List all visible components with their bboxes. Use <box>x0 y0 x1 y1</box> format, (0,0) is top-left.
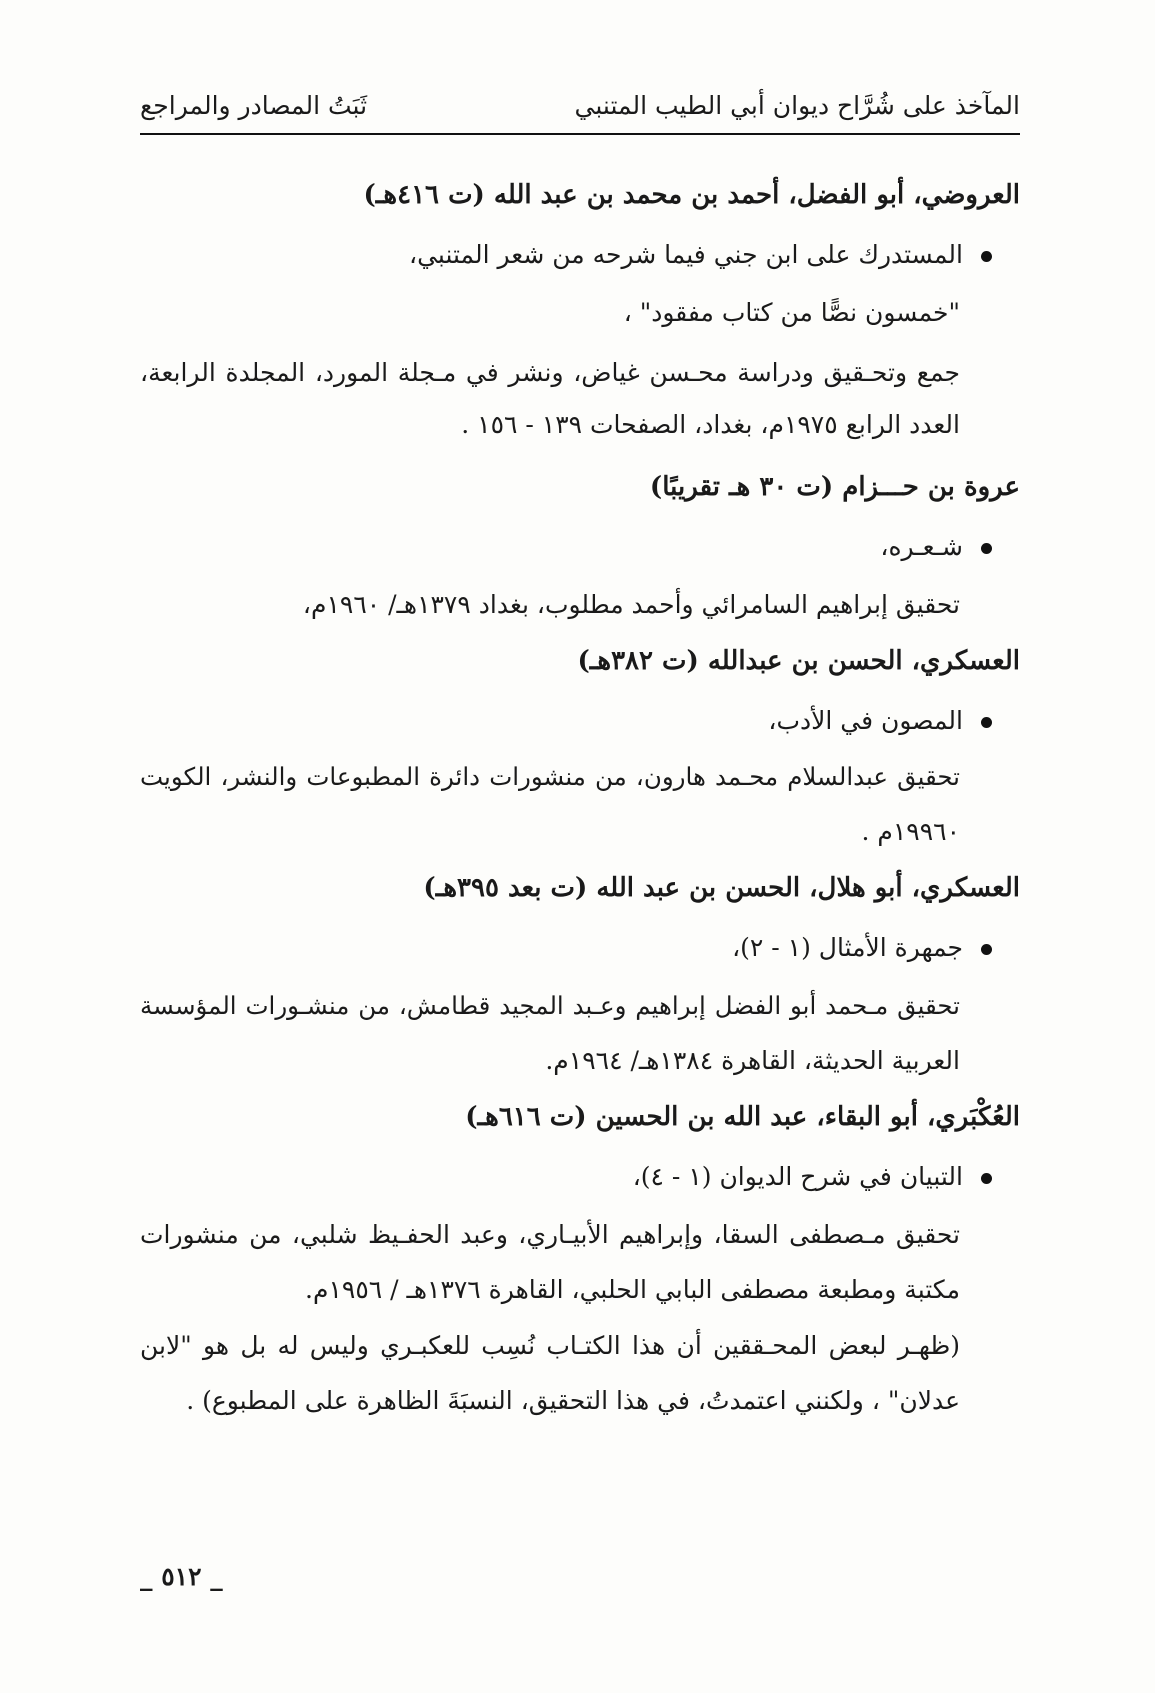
entry-details-line: جمع وتحـقيق ودراسة محـسن غياض، ونشر في مـجلة المورد، المجلدة الرابعة، <box>140 358 960 387</box>
entry-title: شـعـره، <box>880 532 963 561</box>
entry-details-line: العدد الرابع ١٩٧٥م، بغداد، الصفحات ١٣٩ - ١٥٦ . <box>461 410 960 439</box>
entry-details-line: مكتبة ومطبعة مصطفى البابي الحلبي، القاهرة ١٣٧٦هـ / ١٩٥٦م. <box>305 1275 960 1304</box>
entry-note-line: عدلان" ، ولكنني اعتمدتُ، في هذا التحقيق، النسبَةَ الظاهرة على المطبوع) . <box>186 1386 960 1415</box>
entry-title-row <box>732 928 992 968</box>
header-divider <box>140 133 1020 135</box>
entry-details-line: تحقيق مـحمد أبو الفضل إبراهيم وعـبد المجيد قطامش، من منشـورات المؤسسة <box>140 991 960 1020</box>
entry-title: المستدرك على ابن جني فيما شرحه من شعر المتنبي، <box>409 240 963 269</box>
bullet-icon <box>981 717 992 728</box>
entry-title: المصون في الأدب، <box>768 706 963 735</box>
entry-title: التبيان في شرح الديوان (١ - ٤)، <box>632 1162 963 1191</box>
entry-subtitle: "خمسون نصًّا من كتاب مفقود" ، <box>623 298 960 327</box>
running-header <box>140 85 1020 133</box>
page-number: _ ٥١٢ _ <box>140 1562 223 1591</box>
entry-details-line: تحقيق مـصطفى السقا، وإبراهيم الأبيـاري، وعبد الحفـيظ شلبي، من منشورات <box>140 1220 960 1249</box>
bullet-icon <box>981 251 992 262</box>
entry-heading: العسكري، الحسن بن عبدالله (ت ٣٨٢هـ) <box>577 646 1020 676</box>
entry-details-line: العربية الحديثة، القاهرة ١٣٨٤هـ/ ١٩٦٤م. <box>545 1046 960 1075</box>
entry-title-row <box>768 701 992 741</box>
bullet-icon <box>981 543 992 554</box>
entry-title-row <box>633 1157 992 1197</box>
section-title: ثَبَتُ المصادر والمراجع <box>140 91 368 120</box>
entry-title-row <box>409 235 992 275</box>
entry-details-line: ١٩٩٦٠م . <box>861 817 960 846</box>
entry-heading: عروة بن حـــزام (ت ٣٠ هـ تقريبًا) <box>649 472 1020 502</box>
bullet-icon <box>981 1173 992 1184</box>
entry-title: جمهرة الأمثال (١ - ٢)، <box>732 933 963 962</box>
entry-title-row <box>880 527 992 567</box>
book-title: المآخذ على شُرَّاح ديوان أبي الطيب المتنبي <box>574 91 1020 120</box>
bullet-icon <box>981 944 992 955</box>
entry-heading: العروضي، أبو الفضل، أحمد بن محمد بن عبد الله (ت ٤١٦هـ) <box>363 180 1020 210</box>
entry-heading: العسكري، أبو هلال، الحسن بن عبد الله (ت بعد ٣٩٥هـ) <box>423 873 1020 903</box>
entry-heading: العُكْبَري، أبو البقاء، عبد الله بن الحسين (ت ٦١٦هـ) <box>465 1102 1020 1132</box>
entry-details-line: تحقيق إبراهيم السامرائي وأحمد مطلوب، بغداد ١٣٧٩هـ/ ١٩٦٠م، <box>302 590 960 619</box>
entry-note-line: (ظهـر لبعض المحـققين أن هذا الكتـاب نُسِب للعكبـري وليس له بل هو "لابن <box>140 1331 960 1360</box>
entry-details-line: تحقيق عبدالسلام محـمد هارون، من منشورات دائرة المطبوعات والنشر، الكويت <box>140 762 960 791</box>
